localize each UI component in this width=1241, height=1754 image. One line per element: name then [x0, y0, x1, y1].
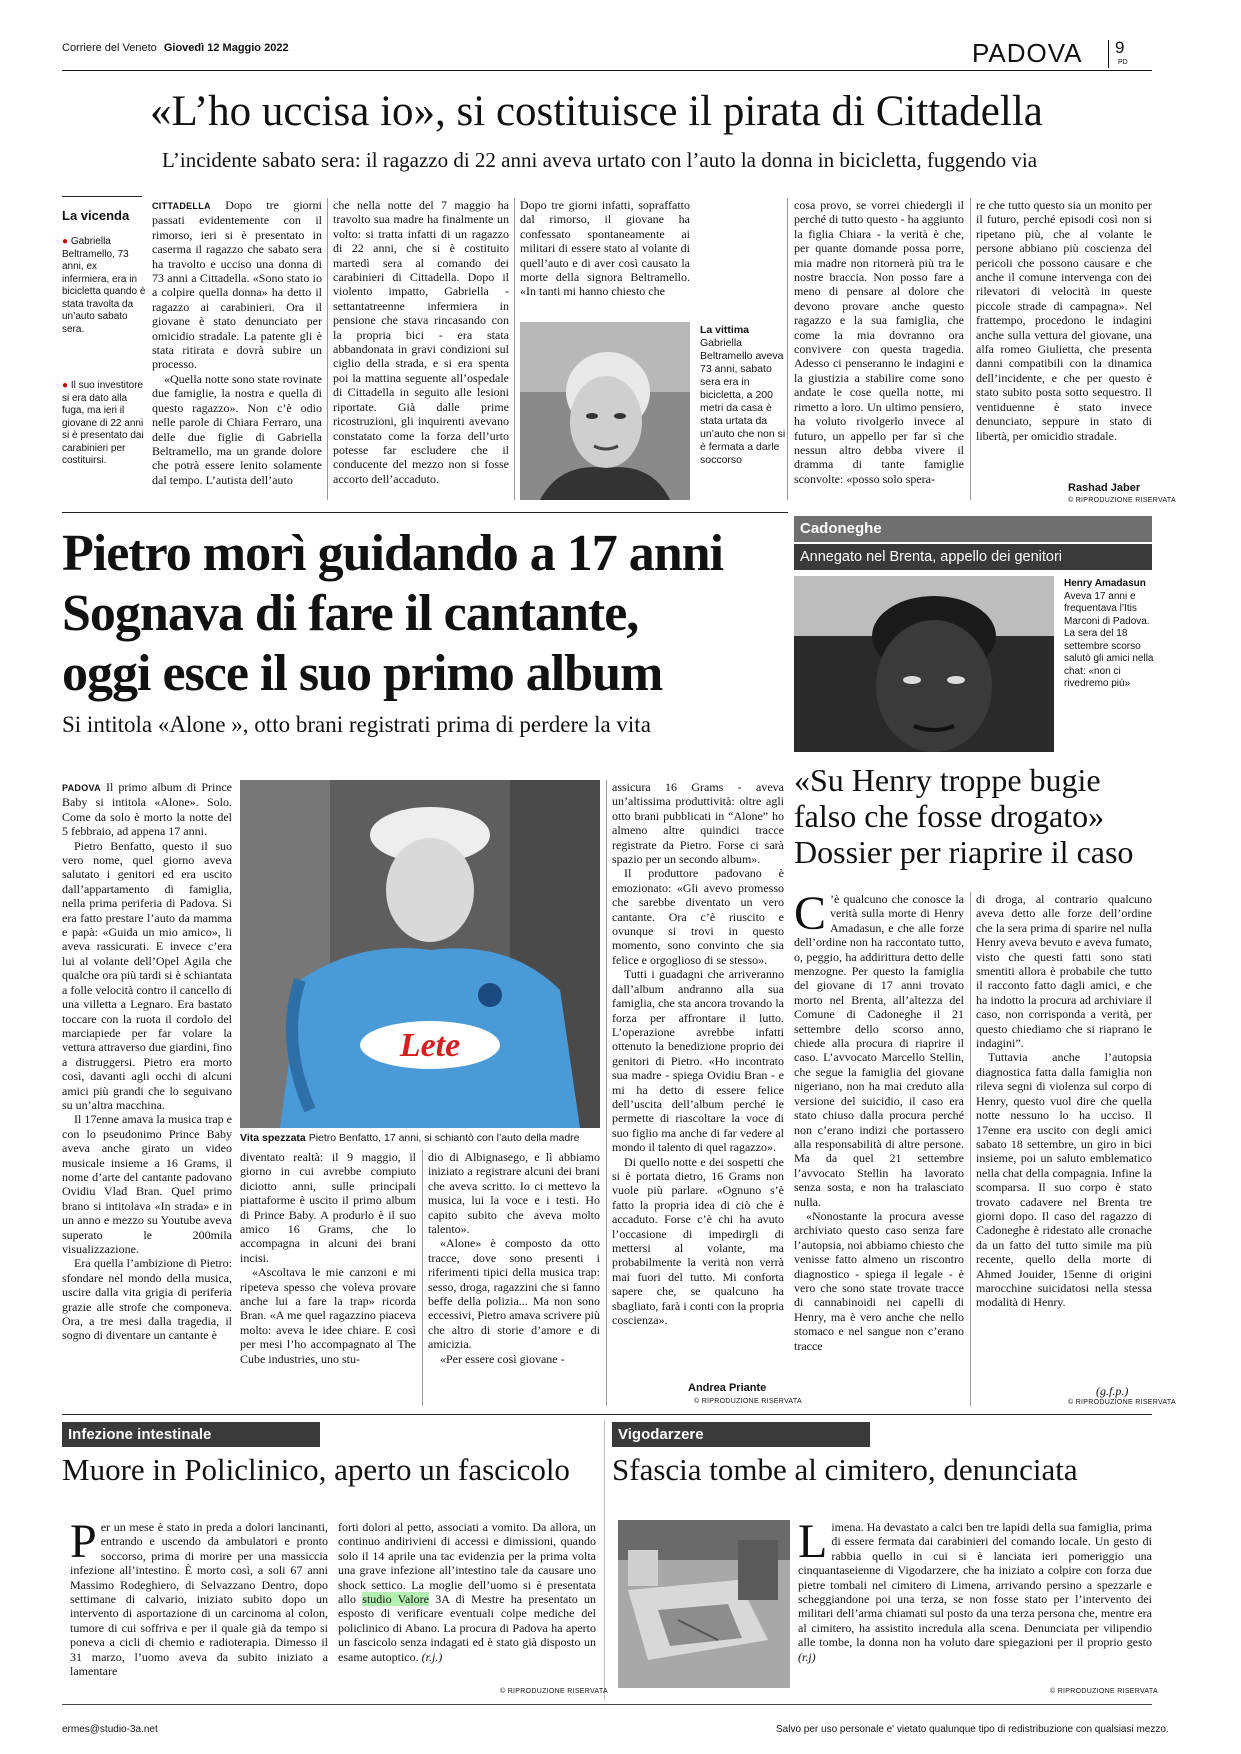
- cemetery-photo: [618, 1520, 790, 1688]
- sidebar-top-rule: [62, 196, 142, 197]
- copyright-notice: © RIPRODUZIONE RISERVATA: [1050, 1688, 1158, 1695]
- story1-bottom-rule: [62, 512, 788, 513]
- story4-tag: [62, 1422, 320, 1447]
- body-text: «Alone» è composto da otto tracce, dove sono presenti i riferimenti tipici della musica trap: sesso, droga, ragazzini che si fanno beffe della polizia... Ma non sono eccessivi, Pietro amava scrivere più che altro di storie d’amore e di amicizia.: [428, 1236, 600, 1352]
- bottom-rule: [62, 1704, 1152, 1705]
- headline-line: Pietro morì guidando a 17 anni: [62, 525, 724, 582]
- caption-title: La vittima: [700, 324, 750, 336]
- column-rule: [327, 198, 328, 500]
- headline-line: oggi esce il suo primo album: [62, 645, 663, 702]
- story3-signoff: (g.f.p.): [1096, 1384, 1129, 1398]
- column-rule: [970, 198, 971, 500]
- drop-cap: L: [798, 1520, 828, 1568]
- story2-headline: [62, 524, 782, 704]
- tag-label: Cadoneghe: [800, 520, 882, 537]
- headline-line: «Su Henry troppe bugie: [794, 762, 1101, 798]
- footer-email: ermes@studio-3a.net: [62, 1724, 158, 1735]
- body-text: assicura 16 Grams - aveva un’altissima produttività: oltre agli otto brani pubblicati in “Alone” ho almeno altre quindici tracce registrate da Pietro. Forse ci sarà spazio per un secondo album».: [612, 780, 784, 867]
- signoff: (r.j): [798, 1649, 816, 1664]
- story3-column-2: [976, 892, 1152, 1388]
- column-rule: [422, 1150, 423, 1406]
- portrait-illustration: [794, 576, 1054, 752]
- story3-kicker: [794, 544, 1152, 570]
- headline-line: falso che fosse drogato»: [794, 798, 1105, 834]
- masthead-paper: [62, 42, 289, 54]
- story2-column-2: [240, 1150, 416, 1406]
- story2-author: Andrea Priante: [688, 1382, 767, 1394]
- body-text: «Quella notte sono state rovinate due famiglie, la nostra e quella di questo ragazzo». Non c’è odio nelle parole di Chiara Ferraro, una delle due figlie di Gabriella Beltramello, ma un grande dolore che potrà essere lenito solamente dal tempo. L’autista dell’auto: [152, 371, 322, 487]
- headline-line: Sognava di fare il cantante,: [62, 585, 639, 642]
- body-text: Tuttavia anche l’autopsia diagnostica fatta dalla famiglia non rileva segni di violenza sul corpo di Henry, questo vuol dire che quella notte nessuno lo ha ucciso. Il 17enne era uscito con degli amici sabato 18 settembre, un giro in bici insieme, poi un saluto emblematico nella chat della compagnia. Infine la scomparsa. Il suo corpo è stato trovato cadavere nel Brenta tre giorni dopo. Il caso del ragazzo di Cadoneghe è ridestato alle cronache da un fatto del tutto simile ma più recente, quello della morte di Ahmed Jouider, 15enne di origini marocchine suicidatosi nella stessa modalità di Henry.: [976, 1050, 1152, 1310]
- dateline: PADOVA: [62, 783, 101, 793]
- kicker-label: Annegato nel Brenta, appello dei genitori: [800, 549, 1062, 565]
- cemetery-illustration: [618, 1520, 790, 1688]
- story1-column-4: [794, 198, 964, 502]
- body-text: Di quello notte e dei sospetti che si è portata dietro, 16 Grams non vuole più parlare. «Ognuno s’è fatto la propria idea di ciò che è accaduto. Forse c’è chi ha avuto l’occasione di impedirgli di mettersi al volante, ma probabilmente la verità non verrà mai fuori del tutto. Mi conforta sapere che, se qualcuno ha sbagliato, farà i conti con la propria coscienza».: [612, 1154, 784, 1328]
- story1-column-1: [152, 198, 322, 502]
- caption-title: Vita spezzata: [240, 1132, 306, 1144]
- headline-line: Dossier per riaprire il caso: [794, 834, 1134, 870]
- body-text: «Ascoltava le mie canzoni e mi ripeteva spesso che voleva provare anche lui a fare la trap» ricorda Bran. «A me quel ragazzino piaceva molto: aveva le idee chiare. E così per mesi l’ho accompagnato al The Cube industries, uno stu-: [240, 1265, 416, 1366]
- story5-column: [798, 1520, 1152, 1688]
- column-rule: [970, 892, 971, 1406]
- body-text: forti dolori al petto, associati a vomito. Da allora, un continuo andirivieni di accessi e dimissioni, quando solo il 14 aprile una tac evidenzia per la prima volta una grave infezione all’intestino tale da causare uno shock settico. La moglie dell’uomo si è presentata allo: [338, 1520, 596, 1607]
- story3-tag: [794, 516, 1152, 542]
- victim-photo: [520, 322, 690, 500]
- story1-column-3: [520, 198, 690, 316]
- newspaper-name: Corriere del Veneto: [62, 42, 157, 54]
- body-text: «Nonostante la procura avesse archiviato questo caso senza fare l’autopsia, noi abbiamo chiesto che venisse fatto almeno un riscontro diagnostico - spiega il legale - è vero che sono state trovate tracce di cannabinoidi nei capelli di Henry, ma è vero anche che nello stomaco e nel sangue non c’erano tracce: [794, 1208, 964, 1353]
- portrait-illustration: [240, 780, 600, 1128]
- body-text: Tutti i guadagni che arriveranno dall’album andranno alla sua famiglia, che sta ancora trovando la forza per affrontare il lutto. L’operazione avrebbe infatti ottenuto la benedizione proprio dei genitori di Pietro. «Ho incontrato sua madre - spiega Ovidiu Bran - e mi ha detto di essere felice dell’uscita dell’album perché le permette di riascoltare la voce di suo figlio ma anche di far vedere al mondo il talento di quel ragazzo».: [612, 967, 784, 1155]
- story1-author: Rashad Jaber: [1068, 482, 1141, 494]
- body-text: Il 17enne amava la musica trap e con lo pseudonimo Prince Baby aveva anche girato un video musicale insieme a 16 Grams, il nome d’arte del cantante padovano Ovidiu Vlad Bran. Quel primo brano si intitolava «In strada» e in un anno e mezzo su Youtube aveva superato le 200mila visualizzazione.: [62, 1112, 232, 1256]
- story3-column-1: [794, 892, 964, 1406]
- tag-label: Infezione intestinale: [68, 1426, 212, 1443]
- body-text: imena. Ha devastato a calci ben tre lapidi della sua famiglia, prima di essere fermata dai carabinieri del comando locale. Un gesto di rabbia quello in cui si è lanciata ieri pomeriggio una cinquantaseienne di Vigodarzere, che ha iniziato a colpire con forza due pietre tombali nel cimitero di Limena, arrivando persino a spezzarle e scheggiandone poi una terza, se non fosse stato per l’intervento dei militari dell’arma chiamati sul posto da una terza persona che, mentre era al cimitero, ha assistito incredula alla scena. Denunciata per vilipendio alle tombe, la donna non ha voluto dare spiegazioni per il proprio gesto: [798, 1520, 1152, 1650]
- caption-title: Henry Amadasun: [1064, 578, 1146, 589]
- pietro-photo: [240, 780, 600, 1128]
- tag-label: Vigodarzere: [618, 1426, 704, 1443]
- sidebar-title: La vicenda: [62, 208, 130, 223]
- column-rule: [787, 198, 788, 500]
- column-rule: [514, 198, 515, 500]
- henry-caption: [1064, 578, 1154, 691]
- story2-subhead: Si intitola «Alone », otto brani registrati prima di perdere la vita: [62, 712, 651, 737]
- body-text: diventato realtà: il 9 maggio, il giorno in cui avrebbe compiuto diciotto anni, sulle principali piattaforme è uscito il primo album di Prince Baby. A produrlo è il suo amico 16 Grams, che lo accompagna in alcuni dei brani incisi.: [240, 1150, 416, 1265]
- drop-cap: C: [794, 892, 827, 940]
- issue-date: Giovedì 12 Maggio 2022: [163, 42, 289, 54]
- story2-column-1: [62, 780, 232, 1406]
- story5-headline: Sfascia tombe al cimitero, denunciata: [612, 1452, 1078, 1487]
- caption-text: Gabriella Beltramello aveva 73 anni, sabato sera era in bicicletta, a 200 metri da casa è stata urtata da un’auto che non si è fermata a darle soccorso: [700, 337, 786, 466]
- body-text: che nella notte del 7 maggio ha travolto sua madre ha finalmente un volto: si tratta infatti di un ragazzo di 22 anni, che si è costituito martedì sera al comando dei carabinieri di Cittadella. Dopo il violento impatto, Gabriella - settantatreenne infermiera in pensione che stava rincasando con la propria bici - era stata abbandonata in gravi condizioni sul ciglio della strada, e si era spenta poi la mattina seguente all’ospedale di Cittadella in seguito alle lesioni riportate. Già dalle prime ricostruzioni, gli inquirenti avevano constatato come la forza dell’urto potesse far escludere che il conducente del mezzo non si fosse accorto dell’accaduto.: [333, 198, 509, 486]
- body-text: Pietro Benfatto, questo il suo vero nome, quel giorno aveva salutato i genitori ed era uscito dall’appartamento di famiglia, nella prima periferia di Padova. Si era fatto prestare l’auto da mamma e papà: «Guida un mio amico», li aveva rassicurati. E invece c’era lui al volante dell’Opel Agila che qualche ora più tardi si è schiantata a folle velocità contro il cancello di una villetta a Legnaro. Era bastato toccare con la ruota il cordolo del marciapiede per far volare la vettura attraverso due giardini, fino a distruggersi. Pietro era morto così, davanti agli occhi di alcuni amici più grandi che lo seguivano su un’altra macchina.: [62, 838, 232, 1112]
- page-number: 9: [1115, 38, 1125, 57]
- story1-headline: «L’ho uccisa io», si costituisce il pirata di Cittadella: [150, 88, 1043, 135]
- story5-tag: [612, 1422, 870, 1447]
- henry-photo: [794, 576, 1054, 752]
- sidebar-item-text: Gabriella Beltramello, 73 anni, ex infermiera, era in bicicletta quando è stata travolta da un’auto sabato sera.: [62, 236, 146, 335]
- caption-text: Pietro Benfatto, 17 anni, si schiantò con l’auto della madre: [308, 1132, 580, 1144]
- story1-column-5: [976, 198, 1152, 478]
- dateline: CITTADELLA: [152, 201, 211, 211]
- story3-headline: [794, 762, 1154, 870]
- copyright-notice: © RIPRODUZIONE RISERVATA: [694, 1398, 802, 1405]
- column-rule: [604, 1420, 605, 1700]
- story4-column-1: [70, 1520, 328, 1698]
- pietro-caption: [240, 1132, 600, 1145]
- victim-caption: [700, 324, 786, 467]
- sidebar-item-text: Il suo investitore si era dato alla fuga, ma ieri il giovane di 22 anni si è presentato dai carabinieri per costituirsi.: [62, 380, 144, 466]
- body-text: cosa provo, se vorrei chiedergli il perché di tutto questo - ha aggiunto la figlia Chiara - la verità è che, per quante domande possa porre, mia madre non ritornerà più tra le nostre braccia. Non posso fare a meno di pensare al dolore che devono provare anche questo ragazzo e la sua famiglia, che come la mia dovranno ora convivere con questa tragedia. Adesso ci penseranno le indagini e la giustizia a stabilire come sono andate le cose quella notte, mi rimetto a loro. Un ultimo pensiero, ha voluto rivolgerlo invece al futuro, un appello per far sì che nessun altro debba vivere il dramma di tante famiglie sconvolte: «posso solo spera-: [794, 198, 964, 486]
- body-text: Dopo tre giorni passati evidentemente con il rimorso, ieri si è presentato in caserma il ragazzo che sabato sera ha travolto e ucciso una donna di 73 anni a Cittadella. «Sono stato io a colpire quella donna» ha detto il ragazzo ai carabinieri. Ora il giovane è stato denunciato per omicidio stradale. La patente gli è stata ritirata e dovrà subire un processo.: [152, 198, 322, 372]
- lower-divider: [62, 1414, 1152, 1415]
- story1-column-2: [333, 198, 509, 502]
- page-code: PD: [1118, 59, 1128, 66]
- highlighted-text: studio Valore: [362, 1592, 429, 1607]
- masthead-rule: [62, 70, 1152, 71]
- copyright-notice: © RIPRODUZIONE RISERVATA: [500, 1688, 608, 1695]
- body-text: 3A di Mestre ha presentato un esposto di verificare eventuali colpe mediche del policlinico di Abano. La procura di Padova ha aperto un fascicolo senza indagati ed è stato già disposto un esame autoptico.: [338, 1592, 596, 1664]
- story4-headline: Muore in Policlinico, aperto un fascicolo: [62, 1452, 570, 1487]
- sidebar-item: ● Gabriella Beltramello, 73 anni, ex infermiera, era in bicicletta quando è stata travolta da un’auto sabato sera.: [62, 236, 146, 335]
- body-text: Era quella l’ambizione di Pietro: sfondare nel mondo della musica, uscire dalla vita grigia di periferia grazie alle strofe che componeva. Ora, a tre mesi dalla tragedia, il sogno di diventare un cantante è: [62, 1256, 232, 1343]
- story2-column-3: [428, 1150, 600, 1406]
- masthead-divider: [1108, 40, 1109, 68]
- sidebar-item: ● Il suo investitore si era dato alla fuga, ma ieri il giovane di 22 anni si è presentato dai carabinieri per costituirsi.: [62, 380, 144, 466]
- drop-cap: P: [70, 1520, 97, 1568]
- copyright-notice: © RIPRODUZIONE RISERVATA: [1068, 497, 1176, 504]
- column-rule: [606, 780, 607, 1406]
- section-name: PADOVA: [972, 38, 1083, 68]
- body-text: «Per essere così giovane -: [440, 1351, 565, 1366]
- caption-text: Aveva 17 anni e frequentava l’Itis Marconi di Padova. La sera del 18 settembre scorso salutò gli amici nella chat: «non ci rivedremo più»: [1064, 590, 1154, 689]
- signoff: (r.j.): [421, 1649, 443, 1664]
- body-text: Il produttore padovano è emozionato: «Gli avevo promesso che sarebbe diventato un vero cantante. Ora c’è riuscito e ovunque si trovi in questo momento, sono convinto che sia felice e orgoglioso di se stesso».: [612, 866, 784, 967]
- footer-notice: Salvo per uso personale e' vietato qualunque tipo di redistribuzione con qualsiasi mezzo.: [776, 1724, 1169, 1735]
- portrait-illustration: [520, 322, 690, 500]
- body-text: ’è qualcuno che conosce la verità sulla morte di Henry Amadasun, e che alle forze dell’ordine non ha raccontato tutto, o, peggio, ha addirittura detto delle menzogne. Per questo la famiglia del giovane di 17 anni trovato morto nel Brenta, all’altezza del Comune di Cadoneghe il 21 settembre dello scorso anno, chiede alla procura di riaprire il caso. L’avvocato Marcello Stellin, che segue la famiglia del giovane nigeriano, non ha mai creduto alla versione del suicidio, il caso era stato chiuso dalla procura perché non c’erano indizi che portassero alla responsabilità di altre persone. Ma da quel 21 settembre l’avvocato Stellin ha lavorato senza sosta, e non ha tralasciato nulla.: [794, 892, 964, 1209]
- story2-column-4: [612, 780, 784, 1374]
- body-text: Dopo tre giorni infatti, sopraffatto dal rimorso, il giovane ha confessato spontaneamente ai militari di essere stato al volante di quell’auto e di aver così causato la morte della signora Beltramello. «In tanti mi hanno chiesto che: [520, 198, 690, 299]
- story1-subhead: L’incidente sabato sera: il ragazzo di 22 anni aveva urtato con l’auto la donna in bicicletta, fuggendo via: [162, 148, 1038, 172]
- body-text: dio di Albignasego, e lì abbiamo iniziato a registrare alcuni dei brani che aveva scritto. Io ci mettevo la musica, lui la voce e i testi. Ho capito subito che aveva molto talento».: [428, 1150, 600, 1237]
- shirt-text: Lete: [399, 1027, 461, 1064]
- body-text: er un mese è stato in preda a dolori lancinanti, entrando e uscendo da ambulatori e pronto soccorso, prima di morire per una massiccia infezione all’intestino. È morto così, a soli 67 anni Massimo Rodeghiero, di Selvazzano Dentro, dopo settimane di calvario, iniziato subito dopo un intervento di asportazione di un carcinoma al colon, tumore di cui soffriva e per il quale già da tempo si poneva a cicli di chemio e radioterapia. Dimesso il 31 marzo, l’uomo aveva da subito iniziato a lamentare: [70, 1520, 328, 1679]
- body-text: Il primo album di Prince Baby si intitola «Alone». Solo. Come da solo è morto la notte del 5 febbraio, ad appena 17 anni.: [62, 780, 232, 839]
- body-text: re che tutto questo sia un monito per il futuro, perché episodi così non si ripetano più, che al volante le persone abbiano più coscienza del pericoli che possono causare e che anche il comune intervenga con dei rilevatori di velocità in queste piccole strade di campagna». Nel frattempo, procedono le indagini anche sulla vettura del giovane, una alfa romeo Giulietta, che presenta danni compatibili con la dinamica dell’incidente, e che per questo è stato subito posta sotto sequestro. Il ventiduenne è stato invece denunciato, seppure in stato di libertà, per omicidio stradale.: [976, 198, 1152, 443]
- copyright-notice: © RIPRODUZIONE RISERVATA: [1068, 1399, 1176, 1406]
- story4-column-2: [338, 1520, 596, 1698]
- body-text: di droga, al contrario qualcuno aveva detto alle forze dell’ordine che la sera prima di sparire nel nulla Henry aveva bevuto e aveva fumato, visto che questi fatti sono stati smentiti allora è probabile che tutto il racconto fatto dagli amici, e che ha indotto la procura ad archiviare il caso, non corrisponda a verità, per questo chiediamo che si riaprano le indagini”.: [976, 892, 1152, 1051]
